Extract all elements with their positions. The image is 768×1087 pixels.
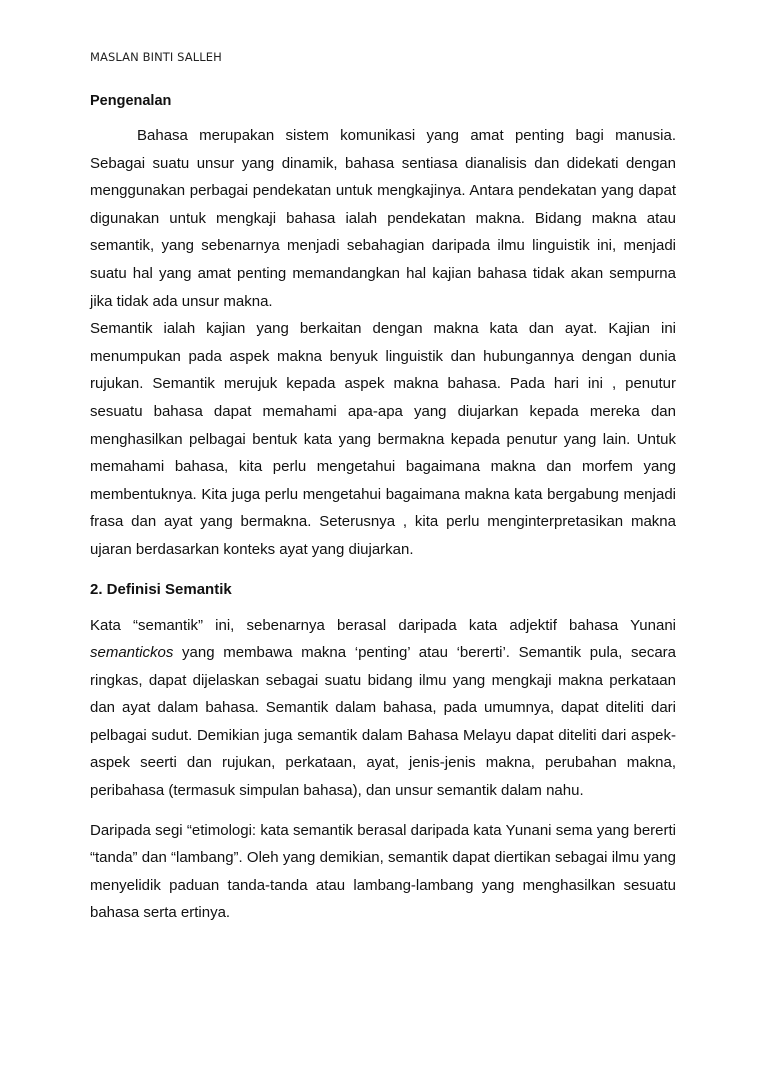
section-heading-definisi: 2. Definisi Semantik	[90, 580, 232, 598]
page-header-author: MASLAN BINTI SALLEH	[90, 50, 222, 64]
paragraph-semantik-definition: Semantik ialah kajian yang berkaitan dengan makna kata dan ayat. Kajian ini menumpukan pada aspek makna benyuk linguistik dan hubungannya dengan dunia rujukan. Semantik merujuk kepada aspek makna bahasa. Pada hari ini , penutur sesuatu bahasa dapat memahami apa-apa yang diujarkan kepada mereka dan menghasilkan pelbagai bentuk kata yang bermakna kepada penutur yang lain. Untuk memahami bahasa, kita perlu mengetahui bagaimana makna dan morfem yang membentuknya. Kita juga perlu mengetahui bagaimana makna kata bergabung menjadi frasa dan ayat yang bermakna. Seterusnya , kita perlu menginterpretasikan makna ujaran berdasarkan konteks ayat yang diujarkan.	[90, 320, 676, 558]
paragraph-kata-semantik	[90, 612, 676, 805]
para-text-after: yang membawa makna ‘penting’ atau ‘bererti’. Semantik pula, secara ringkas, dapat dijelaskan sebagai suatu bidang ilmu yang mengkaji makna perkataan dan ayat dalam bahasa. Semantik dalam bahasa, pada umumnya, dapat diteliti dari pelbagai sudut. Demikian juga semantik dalam Bahasa Melayu dapat diteliti dari aspek-aspek seerti dan rujukan, perkataan, ayat, jenis-jenis makna, perubahan makna, peribahasa (termasuk simpulan bahasa), dan unsur semantik dalam nahu.	[90, 644, 676, 800]
document-body	[90, 92, 676, 927]
paragraph-intro: Bahasa merupakan sistem komunikasi yang amat penting bagi manusia. Sebagai suatu unsur yang dinamik, bahasa sentiasa dianalisis dan didekati dengan menggunakan perbagai pendekatan untuk mengkajinya. Antara pendekatan yang dapat digunakan untuk mengkaji bahasa ialah pendekatan makna. Bidang makna atau semantik, yang sebenarnya menjadi sebahagian daripada ilmu linguistik ini, menjadi suatu hal yang amat penting memandangkan hal kajian bahasa tidak akan sempurna jika tidak ada unsur makna.	[90, 127, 676, 310]
italic-term: semantickos	[90, 644, 174, 662]
paragraph-etimologi: Daripada segi “etimologi: kata semantik berasal daripada kata Yunani sema yang bererti “tanda” dan “lambang”. Oleh yang demikian, semantik dapat diertikan sebagai ilmu yang menyelidik paduan tanda-tanda atau lambang-lambang yang menghasilkan sesuatu bahasa serta ertinya.	[90, 821, 676, 922]
para-text-before: Kata “semantik” ini, sebenarnya berasal daripada kata adjektif bahasa Yunani	[90, 616, 676, 634]
section-heading-pengenalan: Pengenalan	[90, 93, 172, 109]
